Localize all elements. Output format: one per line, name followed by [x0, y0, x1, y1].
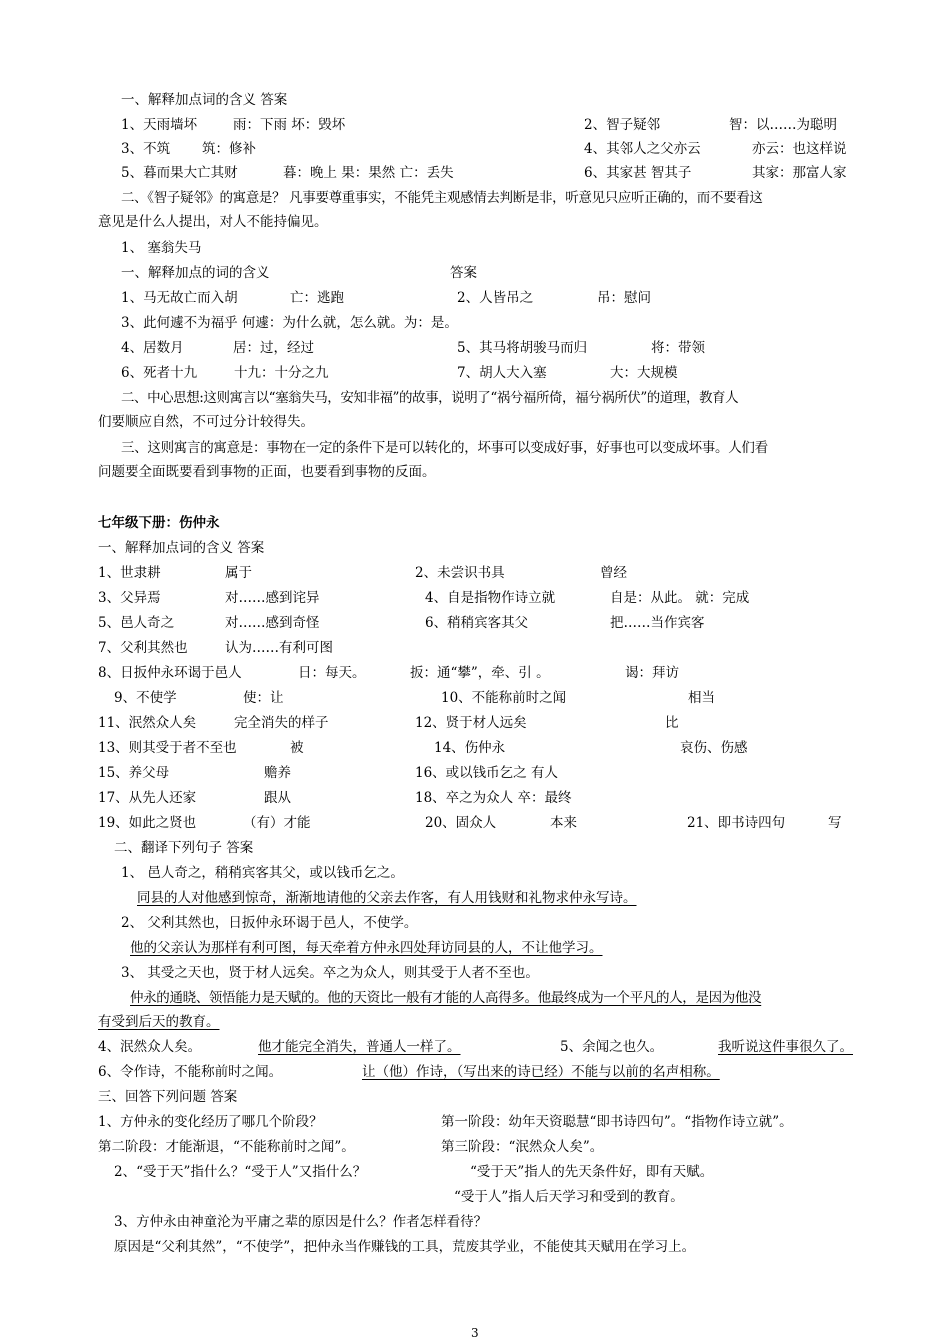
answer: 第二阶段：才能渐退，“不能称前时之闻”。: [98, 1139, 355, 1155]
paragraph: 二、《智子疑邻》的寓意是？ 凡事要尊重事实，不能凭主观感情去判断是非，听意见只应听正确的，而不要看这: [121, 190, 763, 206]
vocab-item: 4、其邻人之父亦云: [584, 141, 701, 157]
vocab-item: 12、贤于材人远矣: [415, 715, 527, 731]
section-heading: 一、解释加点的词的含义: [121, 265, 270, 281]
translation-question: 3、 其受之天也，贤于材人远矣。卒之为众人，则其受于人者不至也。: [121, 965, 539, 981]
section-title: 1、 塞翁失马: [121, 240, 202, 256]
vocab-answer: 谒：拜访: [625, 665, 679, 681]
section-heading: 三、回答下列问题 答案: [98, 1089, 238, 1105]
vocab-item: 15、养父母: [98, 765, 170, 781]
translation-answer: 仲永的通晓、领悟能力是天赋的。他的天资比一般有才能的人高得多。他最终成为一个平凡的人，是因为他没: [130, 990, 762, 1006]
vocab-answer: 自是：从此。 就：完成: [610, 590, 750, 606]
vocab-item: 1、天雨墙坏: [121, 117, 198, 133]
paragraph: 问题要全面既要看到事物的正面，也要看到事物的反面。: [98, 464, 436, 480]
translation-answer: 我听说这件事很久了。: [718, 1039, 853, 1055]
paragraph: 意见是什么人提出，对人不能持偏见。: [98, 214, 328, 230]
vocab-answer: 曾经: [600, 565, 627, 581]
vocab-item: 7、父利其然也: [98, 640, 188, 656]
vocab-item: 2、智子疑邻: [584, 117, 661, 133]
vocab-answer: 认为……有利可图: [225, 640, 333, 656]
vocab-answer: 将：带领: [651, 340, 705, 356]
vocab-item: 4、居数月: [121, 340, 184, 356]
translation-question: 2、 父利其然也，日扳仲永环谒于邑人，不使学。: [121, 915, 418, 931]
translation-answer: 有受到后天的教育。: [98, 1014, 220, 1030]
vocab-item: 3、此何遽不为福乎 何遽：为什么就，怎么就。为：是。: [121, 315, 458, 331]
vocab-item: 8、日扳仲永环谒于邑人: [98, 665, 242, 681]
vocab-answer: 使：让: [243, 690, 284, 706]
vocab-item: 4、自是指物作诗立就: [425, 590, 556, 606]
translation-answer: 让（他）作诗，（写出来的诗已经）不能与以前的名声相称。: [362, 1064, 720, 1080]
vocab-answer: 对……感到奇怪: [225, 615, 320, 631]
vocab-answer: 对……感到诧异: [225, 590, 320, 606]
vocab-item: 7、胡人大入塞: [457, 365, 547, 381]
translation-question: 4、泯然众人矣。: [98, 1039, 202, 1055]
translation-answer: 同县的人对他感到惊奇，渐渐地请他的父亲去作客，有人用钱财和礼物求仲永写诗。: [137, 890, 637, 906]
vocab-answer: 亦云：也这样说: [752, 141, 847, 157]
vocab-answer: 哀伤、伤感: [680, 740, 748, 756]
translation-answer: 他才能完全消失，普通人一样了。: [258, 1039, 461, 1055]
vocab-item: 2、人皆吊之: [457, 290, 534, 306]
answer: 第一阶段：幼年天资聪慧“即书诗四句”。“指物作诗立就”。: [441, 1114, 793, 1130]
vocab-item: 6、其家甚 智其子: [584, 165, 692, 181]
vocab-item: 9、不使学: [114, 690, 177, 706]
vocab-answer: 比: [665, 715, 679, 731]
vocab-answer: 大：大规模: [610, 365, 678, 381]
vocab-answer: 写: [828, 815, 842, 831]
vocab-item: 13、则其受于者不至也: [98, 740, 237, 756]
vocab-answer: 日：每天。: [298, 665, 366, 681]
vocab-item: 1、马无故亡而入胡: [121, 290, 238, 306]
vocab-answer: 扳：通“攀”，牵、引 。: [410, 665, 550, 681]
paragraph: 们要顺应自然，不可过分计较得失。: [98, 414, 314, 430]
section-heading: 一、解释加点词的含义 答案: [121, 92, 288, 108]
section-heading: 二、翻译下列句子 答案: [114, 840, 254, 856]
page-number: 3: [471, 1326, 479, 1340]
vocab-answer: 居：过，经过: [233, 340, 314, 356]
vocab-answer: 雨：下雨 坏：毁坏: [233, 117, 346, 133]
vocab-item: 20、固众人: [425, 815, 497, 831]
vocab-item: 3、不筑: [121, 141, 171, 157]
translation-question: 5、余闻之也久。: [560, 1039, 664, 1055]
vocab-item: 5、其马将胡骏马而归: [457, 340, 588, 356]
translation-question: 1、 邑人奇之，稍稍宾客其父，或以钱币乞之。: [121, 865, 404, 881]
paragraph: 二、中心思想:这则寓言以“塞翁失马，安知非福”的故事，说明了“祸兮福所倚，福兮祸所伏”的道理，教育人: [121, 390, 739, 406]
answer: “受于天”指人的先天条件好，即有天赋。: [470, 1164, 714, 1180]
vocab-answer: 暮：晚上 果：果然 亡：丢失: [283, 165, 454, 181]
paragraph: 三、这则寓言的寓意是：事物在一定的条件下是可以转化的，坏事可以变成好事，好事也可以变成坏事。人们看: [121, 440, 768, 456]
vocab-item: 6、稍稍宾客其父: [425, 615, 529, 631]
chapter-header: 七年级下册：伤仲永: [98, 515, 220, 531]
vocab-item: 1、世隶耕: [98, 565, 161, 581]
vocab-answer: 把……当作宾客: [610, 615, 705, 631]
vocab-item: 11、泯然众人矣: [98, 715, 197, 731]
vocab-item: 17、从先人还家: [98, 790, 197, 806]
vocab-item: 14、伤仲永: [434, 740, 506, 756]
vocab-item: 2、未尝识书具: [415, 565, 505, 581]
question: 3、方仲永由神童沦为平庸之辈的原因是什么？作者怎样看待？: [114, 1214, 488, 1230]
answer: “受于人”指人后天学习和受到的教育。: [454, 1189, 684, 1205]
vocab-item: 3、父异焉: [98, 590, 161, 606]
translation-question: 6、令作诗，不能称前时之闻。: [98, 1064, 283, 1080]
vocab-item: 18、卒之为众人 卒：最终: [415, 790, 572, 806]
vocab-answer: 吊：慰问: [597, 290, 651, 306]
vocab-item: 10、不能称前时之闻: [441, 690, 567, 706]
question: 1、方仲永的变化经历了哪几个阶段？: [98, 1114, 323, 1130]
question: 2、“受于天”指什么？“受于人”又指什么？: [114, 1164, 367, 1180]
vocab-answer: 赡养: [264, 765, 291, 781]
vocab-answer: 跟从: [264, 790, 291, 806]
vocab-answer: 亡：逃跑: [290, 290, 344, 306]
vocab-item: 5、邑人奇之: [98, 615, 175, 631]
vocab-item: 21、即书诗四句: [687, 815, 786, 831]
answer: 第三阶段：“泯然众人矣”。: [441, 1139, 604, 1155]
vocab-item: 6、死者十九: [121, 365, 198, 381]
vocab-answer: 其家：那富人家: [752, 165, 847, 181]
vocab-answer: 完全消失的样子: [234, 715, 329, 731]
vocab-answer: （有）才能: [243, 815, 311, 831]
vocab-item: 5、暮而果大亡其财: [121, 165, 238, 181]
vocab-answer: 十九：十分之九: [234, 365, 329, 381]
vocab-item: 19、如此之贤也: [98, 815, 197, 831]
vocab-answer: 筑：修补: [202, 141, 256, 157]
translation-answer: 他的父亲认为那样有利可图，每天牵着方仲永四处拜访同县的人，不让他学习。: [130, 940, 603, 956]
vocab-answer: 智：以……为聪明: [729, 117, 837, 133]
vocab-item: 16、或以钱币乞之 有人: [415, 765, 558, 781]
vocab-answer: 本来: [550, 815, 577, 831]
vocab-answer: 被: [290, 740, 304, 756]
vocab-answer: 相当: [688, 690, 715, 706]
section-heading: 答案: [450, 265, 477, 281]
answer: 原因是“父利其然”，“不使学”，把仲永当作赚钱的工具，荒废其学业，不能使其天赋用在学习上。: [114, 1239, 696, 1255]
vocab-answer: 属于: [225, 565, 252, 581]
section-heading: 一、解释加点词的含义 答案: [98, 540, 265, 556]
